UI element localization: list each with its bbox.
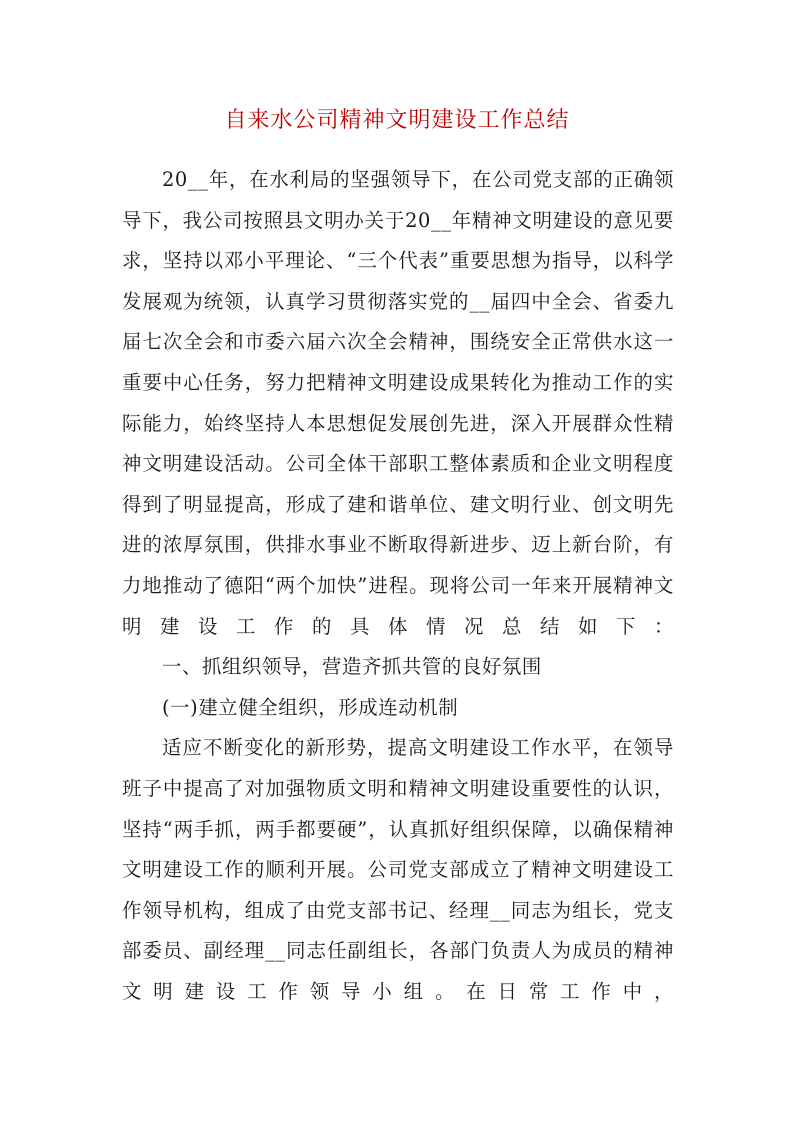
paragraph-intro: 20__年，在水利局的坚强领导下，在公司党支部的正确领导下，我公司按照县文明办关于20__年精神文明建设的意见要求，坚持以邓小平理论、“三个代表”重要思想为指导，以科学发展观为统领，认真学习贯彻落实党的__届四中全会、省委九届七次全会和市委六届六次全会精神，围绕安全正常供水这一重要中心任务，努力把精神文明建设成果转化为推动工作的实际能力，始终坚持人本思想促发展创先进，深入开展群众性精神文明建设活动。公司全体干部职工整体素质和企业文明程度得到了明显提高，形成了建和谐单位、建文明行业、创文明先进的浓厚氛围，供排水事业不断取得新进步、迈上新台阶，有力地推动了德阳“两个加快”进程。现将公司一年来开展精神文明建设工作的具体情况总结如下： [122,168,674,638]
section-heading-1: 一、抓组织领导，营造齐抓共管的良好氛围 [162,655,542,679]
document-body [122,160,674,1012]
document-title: 自来水公司精神文明建设工作总结 [224,108,570,133]
subsection-heading-1: (一)建立健全组织，形成连动机制 [162,695,459,719]
paragraph-organization: 适应不断变化的新形势，提高文明建设工作水平，在领导班子中提高了对加强物质文明和精神文明建设重要性的认识，坚持“两手抓，两手都要硬”，认真抓好组织保障，以确保精神文明建设工作的顺利开展。公司党支部成立了精神文明建设工作领导机构，组成了由党支部书记、经理__同志为组长，党支部委员、副经理__同志任副组长，各部门负责人为成员的精神文明建设工作领导小组。在日常工作中， [122,736,674,1003]
